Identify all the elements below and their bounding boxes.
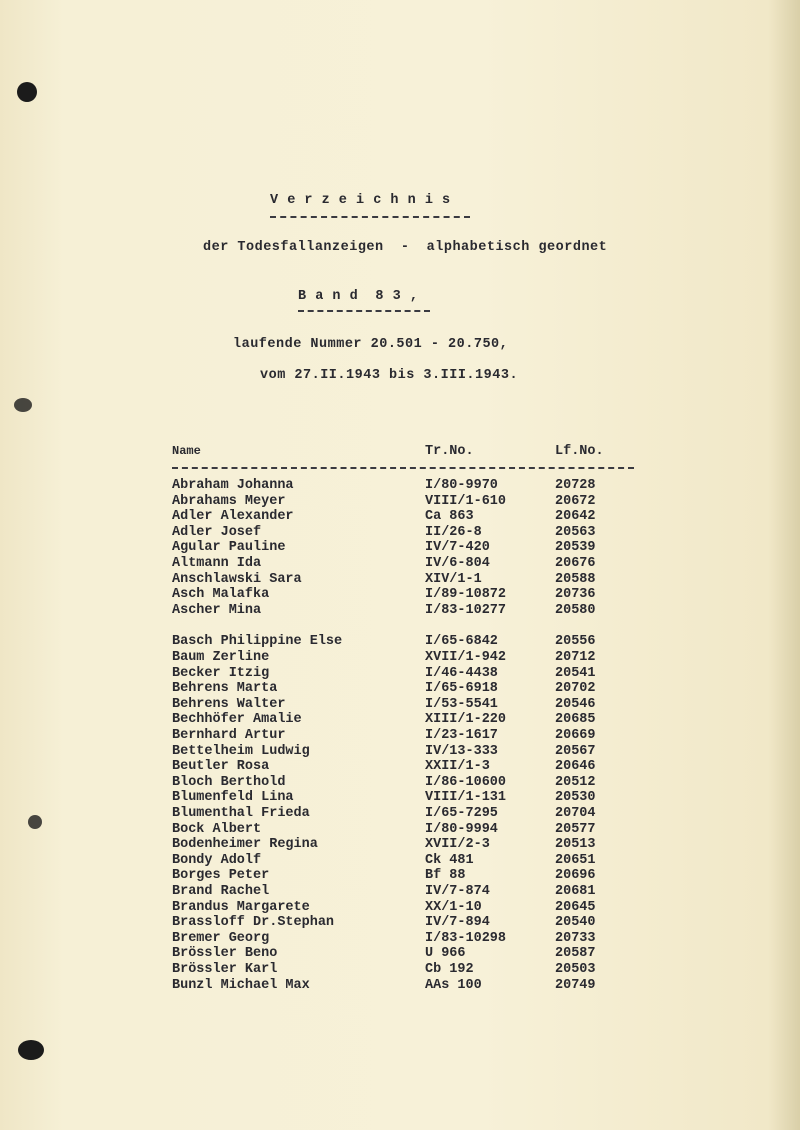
entry-name: Brandus Margarete bbox=[172, 899, 310, 915]
entry-name: Bloch Berthold bbox=[172, 774, 286, 790]
entry-tr-no: XVII/1-942 bbox=[425, 650, 507, 665]
entry-name: Agular Pauline bbox=[172, 540, 286, 556]
entry-tr-no: I/83-10277 bbox=[425, 602, 507, 618]
entry-name: Altmann Ida bbox=[172, 556, 262, 571]
entry-name: Bremer Georg bbox=[172, 930, 270, 946]
entry-lf-no: 20749 bbox=[555, 977, 596, 993]
volume-underline bbox=[298, 310, 430, 312]
entry-lf-no: 20539 bbox=[555, 540, 596, 556]
entry-tr-no: IV/13-333 bbox=[425, 743, 498, 759]
entry-tr-no: IV/7-894 bbox=[425, 915, 490, 931]
entry-name: Blumenthal Frieda bbox=[172, 806, 310, 821]
entry-tr-no: I/86-10600 bbox=[425, 774, 507, 790]
entry-lf-no: 20513 bbox=[555, 837, 596, 853]
entry-name: Abrahams Meyer bbox=[172, 493, 286, 509]
entry-lf-no: 20704 bbox=[555, 806, 596, 821]
entry-name: Asch Malafka bbox=[172, 587, 270, 603]
entry-tr-no: Ca 863 bbox=[425, 509, 474, 525]
entry-tr-no: VIII/1-131 bbox=[425, 790, 507, 806]
punch-hole bbox=[14, 398, 32, 412]
entry-name: Baum Zerline bbox=[172, 650, 270, 665]
entry-lf-no: 20642 bbox=[555, 509, 596, 525]
entry-lf-no: 20672 bbox=[555, 493, 596, 509]
entry-tr-no: I/46-4438 bbox=[425, 665, 498, 681]
volume-label: B a n d 8 3 , bbox=[298, 289, 419, 304]
entry-lf-no: 20685 bbox=[555, 712, 596, 728]
entry-lf-no: 20733 bbox=[555, 930, 596, 946]
entry-lf-no: 20546 bbox=[555, 696, 596, 712]
entry-name: Brand Rachel bbox=[172, 884, 270, 899]
entry-tr-no: I/65-6842 bbox=[425, 634, 498, 650]
entry-lf-no: 20577 bbox=[555, 821, 596, 837]
document-title: V e r z e i c h n i s bbox=[270, 193, 451, 208]
entry-lf-no: 20736 bbox=[555, 587, 596, 603]
entry-name: Borges Peter bbox=[172, 868, 270, 884]
number-range: laufende Nummer 20.501 - 20.750, bbox=[233, 337, 509, 352]
entry-name: Bodenheimer Regina bbox=[172, 837, 318, 853]
entry-tr-no: I/65-6918 bbox=[425, 681, 498, 697]
entry-name: Adler Josef bbox=[172, 524, 262, 540]
entry-tr-no: Cb 192 bbox=[425, 962, 474, 977]
entry-lf-no: 20728 bbox=[555, 478, 596, 493]
entry-tr-no: Ck 481 bbox=[425, 852, 474, 868]
column-header-tr-no: Tr.No. bbox=[425, 444, 474, 459]
entry-tr-no: U 966 bbox=[425, 946, 466, 962]
entry-lf-no: 20587 bbox=[555, 946, 596, 962]
entry-tr-no: I/83-10298 bbox=[425, 930, 507, 946]
entry-name: Bock Albert bbox=[172, 821, 262, 837]
entry-lf-no: 20646 bbox=[555, 759, 596, 775]
entry-tr-no: VIII/1-610 bbox=[425, 493, 507, 509]
entry-lf-no: 20580 bbox=[555, 602, 596, 618]
entry-name: Ascher Mina bbox=[172, 602, 262, 618]
entry-name: Brössler Karl bbox=[172, 962, 278, 977]
document-subtitle: der Todesfallanzeigen - alphabetisch geordnet bbox=[203, 240, 608, 255]
entry-lf-no: 20512 bbox=[555, 774, 596, 790]
entry-lf-no: 20503 bbox=[555, 962, 596, 977]
table-header bbox=[172, 444, 604, 460]
entry-tr-no: XIII/1-220 bbox=[425, 712, 507, 728]
entry-lf-no: 20530 bbox=[555, 790, 596, 806]
column-header-lf-no: Lf.No. bbox=[555, 444, 604, 459]
entry-name: Bondy Adolf bbox=[172, 852, 262, 868]
column-header-name: Name bbox=[172, 444, 201, 458]
entry-tr-no: XVII/2-3 bbox=[425, 837, 490, 853]
entry-tr-no: II/26-8 bbox=[425, 524, 482, 540]
entry-tr-no: I/53-5541 bbox=[425, 696, 498, 712]
entry-name: Brössler Beno bbox=[172, 946, 278, 962]
entry-lf-no: 20702 bbox=[555, 681, 596, 697]
entry-lf-no: 20676 bbox=[555, 556, 596, 571]
entry-name: Adler Alexander bbox=[172, 509, 294, 525]
entry-name: Blumenfeld Lina bbox=[172, 790, 294, 806]
date-range: vom 27.II.1943 bis 3.III.1943. bbox=[260, 368, 519, 383]
entry-lf-no: 20712 bbox=[555, 650, 596, 665]
entry-lf-no: 20567 bbox=[555, 743, 596, 759]
entry-name: Bunzl Michael Max bbox=[172, 977, 310, 993]
entry-name: Bernhard Artur bbox=[172, 728, 286, 743]
entry-tr-no: XX/1-10 bbox=[425, 899, 482, 915]
entry-tr-no: I/80-9970 bbox=[425, 478, 498, 493]
entry-lf-no: 20556 bbox=[555, 634, 596, 650]
entry-tr-no: IV/7-874 bbox=[425, 884, 490, 899]
punch-hole bbox=[17, 82, 37, 102]
entry-name: Basch Philippine Else bbox=[172, 634, 343, 650]
entry-name: Bechhöfer Amalie bbox=[172, 712, 302, 728]
entry-tr-no: XXII/1-3 bbox=[425, 759, 490, 775]
entry-lf-no: 20669 bbox=[555, 728, 596, 743]
entry-tr-no: IV/6-804 bbox=[425, 556, 490, 571]
entry-name: Abraham Johanna bbox=[172, 478, 294, 493]
entry-lf-no: 20588 bbox=[555, 571, 596, 587]
entry-lf-no: 20645 bbox=[555, 899, 596, 915]
entry-name: Behrens Marta bbox=[172, 681, 278, 697]
entry-tr-no: AAs 100 bbox=[425, 977, 482, 993]
entry-tr-no: I/65-7295 bbox=[425, 806, 498, 821]
entry-name: Becker Itzig bbox=[172, 665, 270, 681]
entry-tr-no: I/23-1617 bbox=[425, 728, 498, 743]
entry-tr-no: Bf 88 bbox=[425, 868, 466, 884]
entry-name: Beutler Rosa bbox=[172, 759, 270, 775]
punch-hole bbox=[18, 1040, 44, 1060]
title-underline bbox=[270, 216, 470, 218]
punch-hole bbox=[28, 815, 42, 829]
entry-lf-no: 20651 bbox=[555, 852, 596, 868]
entry-lf-no: 20696 bbox=[555, 868, 596, 884]
entry-tr-no: IV/7-420 bbox=[425, 540, 490, 556]
entry-name: Anschlawski Sara bbox=[172, 571, 302, 587]
entry-tr-no: I/89-10872 bbox=[425, 587, 507, 603]
entry-name: Bettelheim Ludwig bbox=[172, 743, 310, 759]
entry-tr-no: I/80-9994 bbox=[425, 821, 498, 837]
entry-name: Brassloff Dr.Stephan bbox=[172, 915, 335, 931]
entry-lf-no: 20681 bbox=[555, 884, 596, 899]
entry-lf-no: 20540 bbox=[555, 915, 596, 931]
header-divider bbox=[172, 467, 634, 469]
entry-name: Behrens Walter bbox=[172, 696, 286, 712]
entry-lf-no: 20563 bbox=[555, 524, 596, 540]
entry-tr-no: XIV/1-1 bbox=[425, 571, 482, 587]
entry-lf-no: 20541 bbox=[555, 665, 596, 681]
